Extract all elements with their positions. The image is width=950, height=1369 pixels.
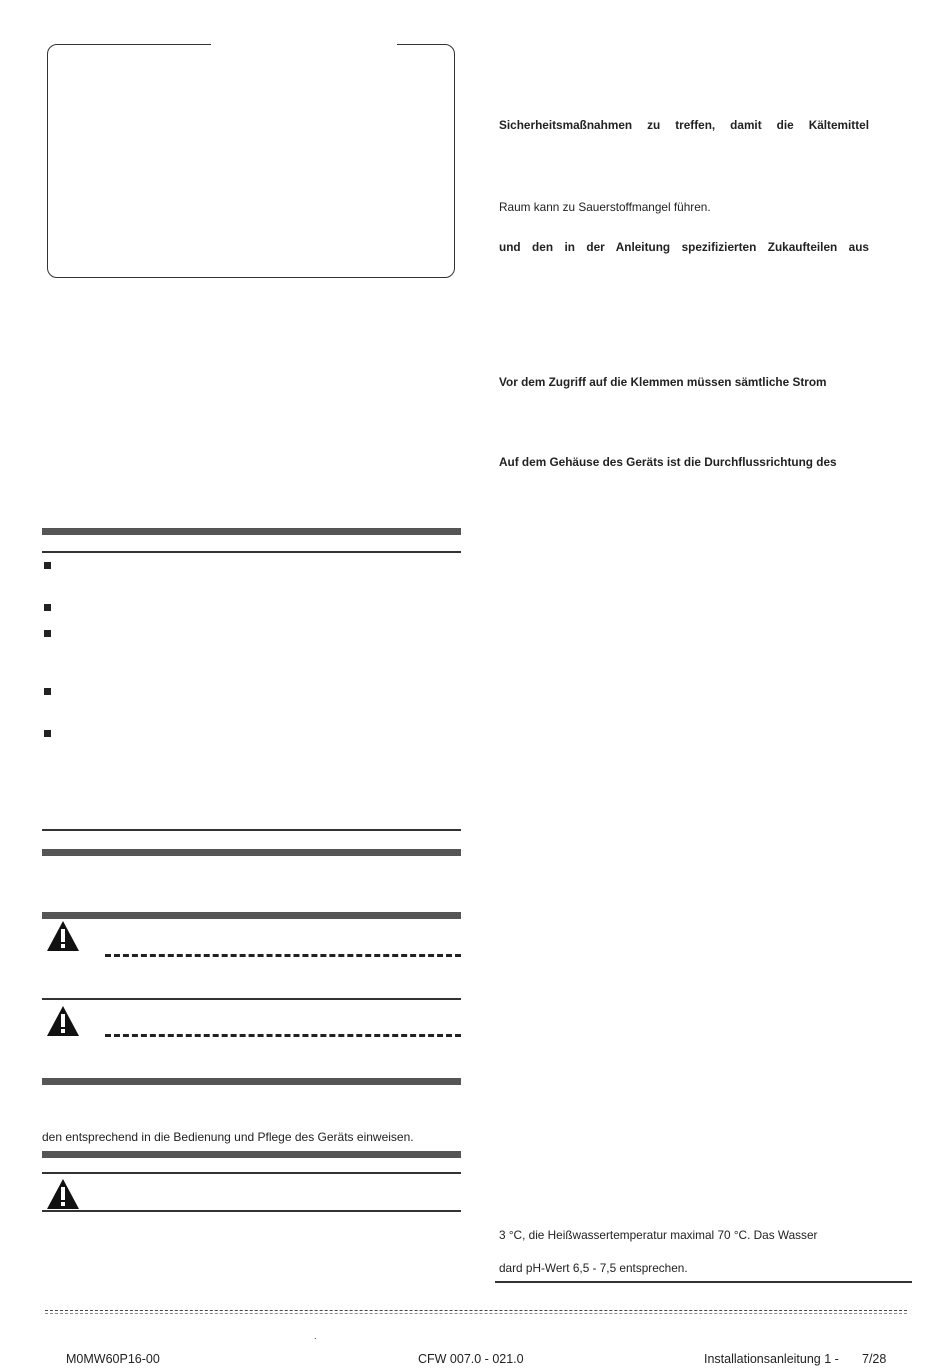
list-bullet — [44, 730, 51, 737]
list-bullet — [44, 630, 51, 637]
safety-text-line: Sicherheitsmaßnahmen zu treffen, damit die Kältemittel — [499, 118, 869, 132]
section-bar — [42, 849, 461, 856]
section-rule — [42, 551, 461, 553]
footer-divider — [45, 1313, 907, 1314]
list-bullet — [44, 688, 51, 695]
water-temperature-line: 3 °C, die Heißwassertemperatur maximal 70 °C. Das Wasser — [499, 1228, 818, 1242]
flow-direction-line: Auf dem Gehäuse des Geräts ist die Durchflussrichtung des — [499, 455, 837, 469]
warning-bar — [42, 912, 461, 919]
warning-rule — [42, 998, 461, 1000]
right-column-end-rule — [495, 1281, 912, 1283]
section-bar — [42, 528, 461, 535]
warning-triangle-icon — [46, 1005, 80, 1037]
dashed-divider — [105, 954, 461, 957]
instruction-text: den entsprechend in die Bedienung und Pflege des Geräts einweisen. — [42, 1130, 414, 1144]
section-bar — [42, 1151, 461, 1158]
footer-mark: . — [314, 1331, 317, 1341]
terminals-text-line: Vor dem Zugriff auf die Klemmen müssen sämtliche Strom — [499, 375, 827, 389]
section-rule — [42, 1172, 461, 1174]
list-bullet — [44, 562, 51, 569]
footer-model-range: CFW 007.0 - 021.0 — [418, 1352, 524, 1366]
warning-triangle-icon — [46, 920, 80, 952]
section-rule — [42, 1210, 461, 1212]
footer-manual-title: Installationsanleitung 1 - — [704, 1352, 839, 1366]
section-rule — [42, 829, 461, 831]
footer-divider — [45, 1310, 907, 1311]
footer-page-number: 7/28 — [862, 1352, 887, 1366]
footer-doc-code: M0MW60P16-00 — [66, 1352, 160, 1366]
warning-triangle-icon — [46, 1178, 80, 1210]
dashed-divider — [105, 1034, 461, 1037]
list-bullet — [44, 604, 51, 611]
section-bar — [42, 1078, 461, 1085]
accessories-text-line: und den in der Anleitung spezifizierten Zukaufteilen aus — [499, 240, 869, 254]
oxygen-warning-line: Raum kann zu Sauerstoffmangel führen. — [499, 200, 711, 214]
notice-box-title-gap — [211, 40, 397, 50]
ph-value-line: dard pH-Wert 6,5 - 7,5 entsprechen. — [499, 1261, 688, 1275]
notice-box — [47, 44, 455, 278]
